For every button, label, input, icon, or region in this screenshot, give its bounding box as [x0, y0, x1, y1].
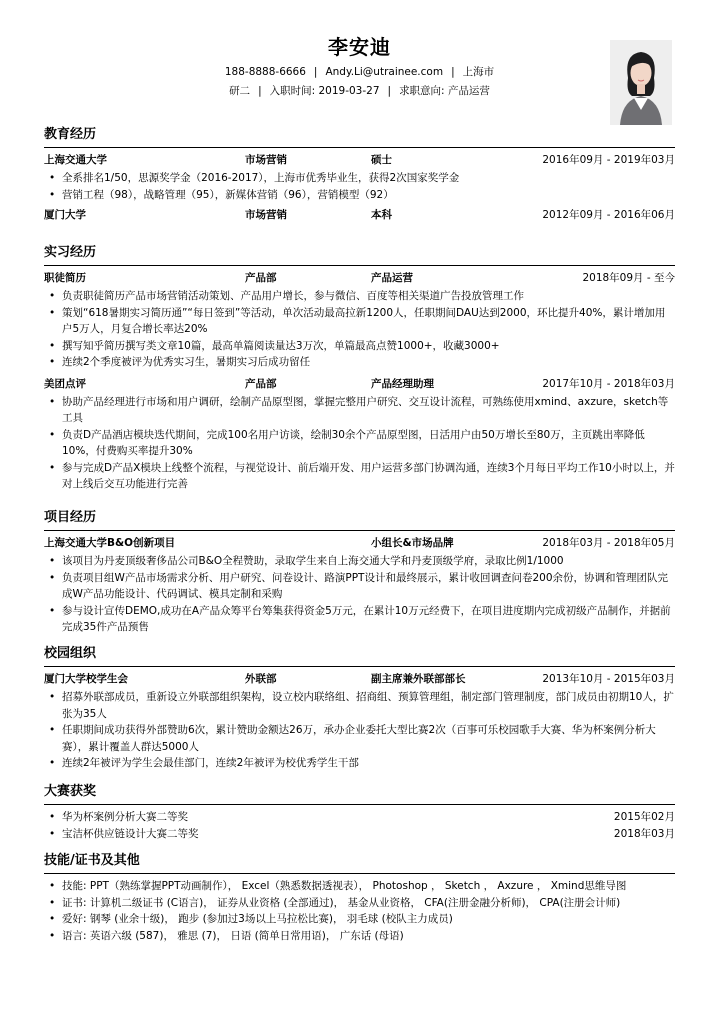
contact-line: [44, 66, 675, 80]
project-entry: [44, 533, 675, 553]
project-name: 上海交通大学B&O创新项目: [44, 537, 176, 549]
divider: |: [313, 66, 318, 78]
department: 产品部: [245, 377, 277, 390]
award-name: 华为杯案例分析大赛二等奖: [62, 811, 188, 823]
list-item: • 全系排名1/50，思源奖学金（2016-2017），上海市优秀毕业生，获得2次国家奖学金: [44, 170, 675, 187]
date-range: 2013年10月 - 2015年03月: [542, 673, 675, 685]
divider: |: [258, 85, 262, 97]
school: 厦门大学: [44, 209, 86, 221]
award-item: [44, 826, 675, 843]
language-item: • 语言: 英语六级 (587)， 雅思 (7)， 日语 (简单日常用语)， 广东话 (母语): [44, 928, 675, 945]
date-range: 2018年03月 - 2018年05月: [542, 537, 675, 549]
list-item: • 负责职徒简历产品市场营销活动策划、产品用户增长，参与微信、百度等相关渠道广告投放管理工作: [44, 288, 675, 305]
list-item: • 策划“618暑期实习简历通”“每日签到”等活动，单次活动最高拉新1200人，任职期间DAU达到2000，环比提升40%，累计增加用户5万人，月复合增长率达20%: [44, 305, 675, 338]
education-entry: [44, 150, 675, 170]
role: 副主席兼外联部部长: [371, 673, 466, 685]
award-name: 宝洁杯供应链设计大赛二等奖: [62, 827, 199, 840]
list-item: • 参与设计宣传DEMO,成功在A产品众筹平台筹集获得资金5万元，在累计10万元经费下，在项目进度期内完成初级产品制作，并据前完成35件产品预售: [44, 603, 675, 636]
bullet-list: [44, 878, 675, 944]
divider: |: [387, 85, 392, 97]
degree: 硕士: [371, 154, 392, 166]
bullet-list: [44, 809, 675, 842]
date-range: 2016年09月 - 2019年03月: [542, 154, 675, 166]
date-range: 2012年09月 - 2016年06月: [542, 209, 675, 221]
internship-section: [44, 242, 675, 493]
department: 外联部: [245, 673, 277, 685]
organization: 厦门大学校学生会: [44, 673, 128, 685]
resume-header: [44, 0, 675, 118]
campus-section: [44, 643, 675, 772]
section-title: 技能/证书及其他: [44, 850, 675, 874]
divider: |: [451, 66, 455, 78]
education-section: [44, 124, 675, 225]
education-entry: [44, 205, 675, 225]
certificate-item: • 证书: 计算机二级证书 (C语言)， 证券从业资格 (全部通过)， 基金从业资格， CFA(注册金融分析师)， CPA(注册会计师): [44, 895, 675, 912]
school: 上海交通大学: [44, 154, 107, 166]
major: 市场营销: [245, 209, 287, 221]
section-title: 项目经历: [44, 507, 675, 531]
list-item: • 协助产品经理进行市场和用户调研，绘制产品原型图，掌握完整用户研究、交互设计流程，可熟练使用xmind、axzure，sketch等工具: [44, 394, 675, 427]
status-line: [44, 85, 675, 99]
grade: 研二: [229, 85, 251, 97]
bullet-list: [44, 288, 675, 371]
role: 产品运营: [371, 272, 413, 284]
major: 市场营销: [245, 154, 287, 166]
internship-entry: [44, 374, 675, 394]
award-item: [44, 809, 675, 826]
list-item: • 连续2年被评为学生会最佳部门，连续2年被评为校优秀学生干部: [44, 755, 675, 772]
awards-section: [44, 781, 675, 842]
list-item: • 招募外联部成员，重新设立外联部组织架构，设立校内联络组、招商组、预算管理组，制定部门管理制度，部门成员由初期10人，扩张为35人: [44, 689, 675, 722]
campus-entry: [44, 669, 675, 689]
email: Andy.Li@utrainee.com: [325, 66, 444, 78]
section-title: 教育经历: [44, 124, 675, 148]
section-title: 大赛获奖: [44, 781, 675, 805]
phone: 188-8888-6666: [224, 66, 306, 78]
role: 小组长&市场品牌: [371, 537, 454, 549]
bullet-list: [44, 689, 675, 772]
project-section: [44, 507, 675, 636]
list-item: • 参与完成D产品X模块上线整个流程，与视觉设计、前后端开发、用户运营多部门协调沟通，连续3个月每日平均工作10小时以上，并对上线后交互功能进行完善: [44, 460, 675, 493]
list-item: • 负责项目组W产品市场需求分析、用户研究、问卷设计、路演PPT设计和最终展示，累计收回调查问卷200余份，协调和管理团队完成W产品功能设计、代码调试、模具定制和采购: [44, 570, 675, 603]
date-range: 2018年09月 - 至今: [582, 272, 675, 284]
list-item: • 营销工程（98），战略管理（95），新媒体营销（96），营销模型（92）: [44, 187, 675, 204]
job-intent: 求职意向: 产品运营: [399, 85, 490, 97]
city: 上海市: [462, 66, 495, 78]
company: 职徒简历: [44, 272, 86, 284]
role: 产品经理助理: [371, 377, 434, 390]
list-item: • 任职期间成功获得外部赞助6次，累计赞助金额达26万，承办企业委托大型比赛2次（百事可乐校园歌手大赛、华为杯案例分析大赛），累计覆盖人群达5000人: [44, 722, 675, 755]
list-item: • 撰写知乎简历撰写类文章10篇，最高单篇阅读量达3万次，单篇最高点赞1000+，收藏3000+: [44, 338, 675, 355]
bullet-list: [44, 553, 675, 636]
portrait-image: [610, 40, 672, 125]
join-time: 入职时间: 2019-03-27: [269, 85, 380, 97]
bullet-list: [44, 394, 675, 493]
list-item: • 连续2个季度被评为优秀实习生，暑期实习后成功留任: [44, 354, 675, 371]
department: 产品部: [245, 272, 277, 284]
hobby-item: • 爱好: 钢琴 (业余十级)， 跑步 (参加过3场以上马拉松比赛)， 羽毛球 (校队主力成员): [44, 911, 675, 928]
skills-section: [44, 850, 675, 944]
internship-entry: [44, 268, 675, 288]
candidate-name: 李安迪: [328, 35, 391, 59]
company: 美团点评: [44, 377, 86, 390]
list-item: • 该项目为丹麦顶级奢侈品公司B&O全程赞助，录取学生来自上海交通大学和丹麦顶级学府，录取比例1/1000: [44, 553, 675, 570]
bullet-list: [44, 170, 675, 203]
skill-item: • 技能: PPT（熟练掌握PPT动画制作）， Excel（熟悉数据透视表）， Photoshop ， Sketch ， Axzure ， Xmind思维导图: [44, 878, 675, 895]
section-title: 实习经历: [44, 242, 675, 266]
award-date: 2018年03月: [613, 827, 675, 840]
section-title: 校园组织: [44, 643, 675, 667]
degree: 本科: [371, 209, 392, 221]
date-range: 2017年10月 - 2018年03月: [542, 377, 675, 390]
list-item: • 负责D产品酒店模块迭代期间，完成100名用户访谈，绘制30余个产品原型图，日活用户由50万增长至80万，主页跳出率降低10%，付费购买率提升30%: [44, 427, 675, 460]
award-date: 2015年02月: [613, 811, 675, 823]
profile-photo: [610, 40, 672, 125]
